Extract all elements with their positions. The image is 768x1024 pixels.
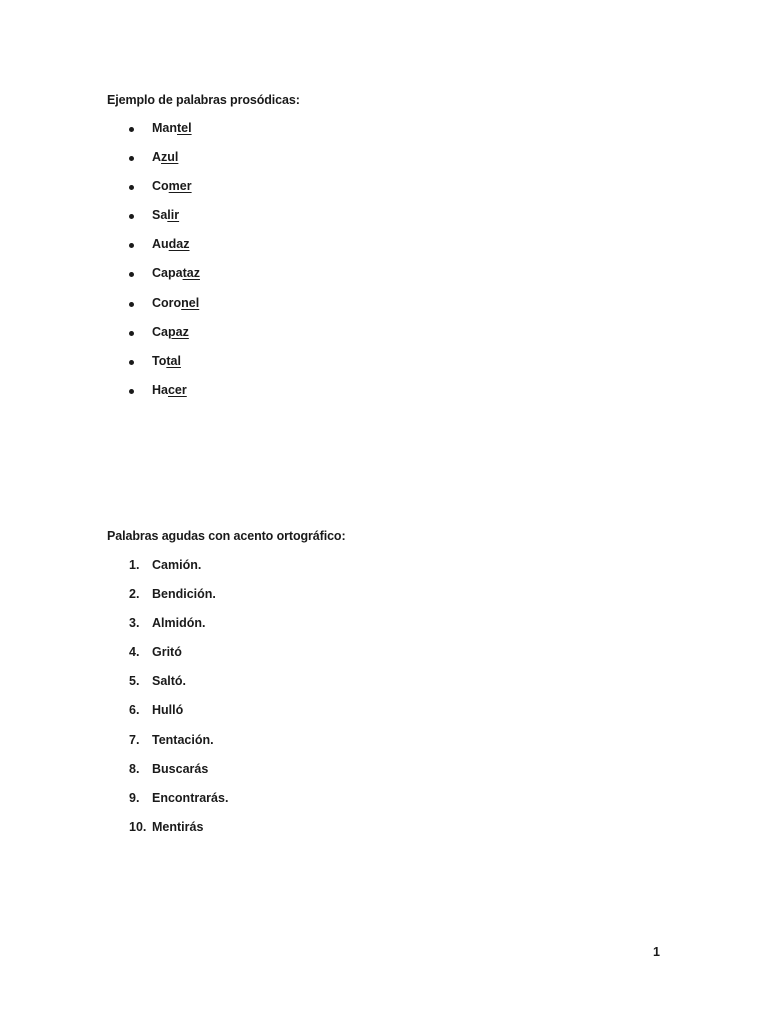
stressed-syllable: daz [168, 237, 190, 252]
word: Hulló [152, 703, 184, 718]
word: Mentirás [152, 819, 204, 834]
stressed-syllable: tel [177, 121, 192, 135]
word: Bendición. [152, 587, 216, 602]
list-number: 2. [129, 587, 140, 602]
list-number: 5. [129, 674, 140, 689]
bullet-icon [129, 389, 134, 394]
word: Camión. [152, 558, 202, 572]
bullet-icon [129, 185, 134, 190]
word: Coronel [152, 295, 200, 310]
bullet-icon [129, 214, 134, 219]
bullet-icon [129, 243, 134, 248]
page-number: 1 [653, 945, 660, 959]
list-number: 10. [129, 819, 147, 834]
bullet-icon [129, 156, 134, 161]
word: Almidón. [152, 616, 206, 631]
bullet-icon [129, 331, 134, 336]
stressed-syllable: mer [168, 179, 192, 194]
stressed-syllable: zul [161, 150, 179, 165]
word: Salir [152, 208, 180, 223]
word: Capaz [152, 324, 189, 339]
word: Azul [152, 150, 179, 165]
list-number: 8. [129, 761, 140, 776]
word: Mantel [152, 121, 192, 135]
list-number: 4. [129, 645, 140, 660]
bullet-icon [129, 127, 134, 132]
word: Gritó [152, 645, 182, 660]
bullet-icon [129, 302, 134, 307]
list-number: 7. [129, 732, 140, 747]
bullet-icon [129, 360, 134, 365]
list-number: 6. [129, 703, 140, 718]
word: Buscarás [152, 761, 209, 776]
word: Tentación. [152, 732, 214, 747]
bullet-icon [129, 272, 134, 277]
section-heading-agudas: Palabras agudas con acento ortográfico: [107, 529, 346, 543]
word: Total [152, 353, 181, 368]
stressed-syllable: tal [166, 353, 181, 368]
word: Hacer [152, 382, 187, 397]
stressed-syllable: paz [167, 324, 189, 339]
stressed-syllable: nel [181, 295, 200, 310]
list-number: 3. [129, 616, 140, 631]
word: Audaz [152, 237, 190, 252]
section-heading-prosodic: Ejemplo de palabras prosódicas: [107, 93, 300, 107]
word: Comer [152, 179, 192, 194]
list-number: 1. [129, 558, 140, 572]
word: Capataz [152, 266, 200, 281]
stressed-syllable: cer [167, 382, 187, 397]
list-number: 9. [129, 790, 140, 805]
stressed-syllable: taz [182, 266, 200, 281]
word: Saltó. [152, 674, 187, 689]
word: Encontrarás. [152, 790, 229, 805]
stressed-syllable: lir [167, 208, 180, 223]
